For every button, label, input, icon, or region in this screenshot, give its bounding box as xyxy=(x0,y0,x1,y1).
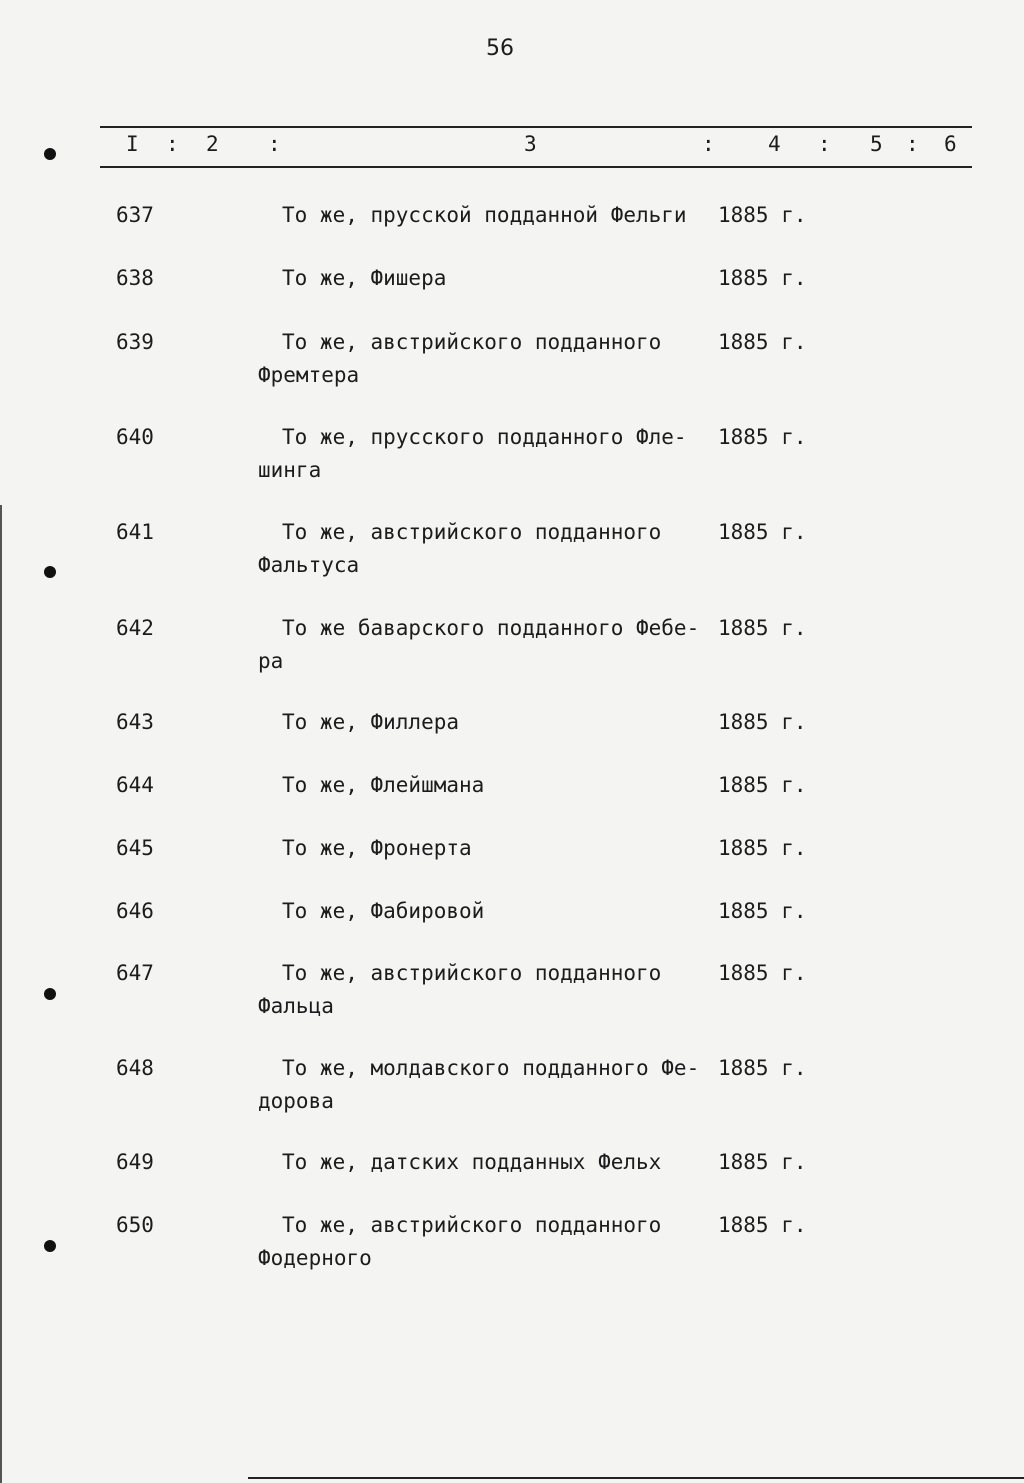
punch-hole-mark xyxy=(44,148,56,160)
column-separator: : xyxy=(818,132,831,156)
punch-hole-mark xyxy=(44,566,56,578)
entry-description: То же, австрийского подданного Фальца xyxy=(258,961,662,1018)
entry-number: 640 xyxy=(116,425,154,449)
entry-number: 650 xyxy=(116,1213,154,1237)
entry-number: 637 xyxy=(116,203,154,227)
entry-description: То же, Фишера xyxy=(282,266,447,290)
entry-description: То же, прусского подданного Фле- шинга xyxy=(258,425,687,482)
entry-description: То же баварского подданного Фебе- ра xyxy=(258,616,700,673)
entry-description: То же, Филлера xyxy=(282,710,460,734)
entry-number: 646 xyxy=(116,899,154,923)
entry-year: 1885 г. xyxy=(718,899,807,923)
entry-year: 1885 г. xyxy=(718,836,807,860)
entry-year: 1885 г. xyxy=(718,203,807,227)
entry-number: 642 xyxy=(116,616,154,640)
entry-description: То же, австрийского подданного Фодерного xyxy=(258,1213,662,1270)
entry-number: 639 xyxy=(116,330,154,354)
entry-description: То же, Фронерта xyxy=(282,836,472,860)
entry-year: 1885 г. xyxy=(718,961,807,985)
column-4-header: 4 xyxy=(768,132,781,156)
entry-year: 1885 г. xyxy=(718,710,807,734)
entry-description: То же, молдавского подданного Фе- дорова xyxy=(258,1056,700,1113)
entry-description: То же, австрийского подданного Фальтуса xyxy=(258,520,662,577)
entry-number: 644 xyxy=(116,773,154,797)
column-2-header: 2 xyxy=(206,132,219,156)
entry-year: 1885 г. xyxy=(718,266,807,290)
column-separator: : xyxy=(906,132,919,156)
entry-year: 1885 г. xyxy=(718,425,807,449)
entry-description: То же, датских подданных Фельх xyxy=(282,1150,662,1174)
entry-number: 641 xyxy=(116,520,154,544)
entry-description: То же, австрийского подданного Фремтера xyxy=(258,330,662,387)
entry-year: 1885 г. xyxy=(718,773,807,797)
entry-year: 1885 г. xyxy=(718,1056,807,1080)
entry-number: 647 xyxy=(116,961,154,985)
entry-year: 1885 г. xyxy=(718,1150,807,1174)
entry-year: 1885 г. xyxy=(718,520,807,544)
column-3-header: 3 xyxy=(524,132,537,156)
entry-number: 648 xyxy=(116,1056,154,1080)
entry-description: То же, Флейшмана xyxy=(282,773,485,797)
column-separator: : xyxy=(166,132,179,156)
scan-edge-line xyxy=(0,505,2,1483)
column-separator: : xyxy=(702,132,715,156)
scan-edge-line xyxy=(248,1477,1024,1479)
entry-description: То же, прусской подданной Фельги xyxy=(282,203,687,227)
entry-year: 1885 г. xyxy=(718,616,807,640)
column-header-row xyxy=(100,132,972,160)
punch-hole-mark xyxy=(44,1240,56,1252)
column-separator: : xyxy=(268,132,281,156)
column-5-header: 5 xyxy=(870,132,883,156)
entry-number: 643 xyxy=(116,710,154,734)
header-top-rule xyxy=(100,126,972,128)
column-1-header: I xyxy=(126,132,139,156)
page-number: 56 xyxy=(486,36,514,61)
punch-hole-mark xyxy=(44,988,56,1000)
entry-number: 645 xyxy=(116,836,154,860)
header-bottom-rule xyxy=(100,166,972,168)
entry-description: То же, Фабировой xyxy=(282,899,485,923)
entry-year: 1885 г. xyxy=(718,1213,807,1237)
entry-number: 649 xyxy=(116,1150,154,1174)
entry-year: 1885 г. xyxy=(718,330,807,354)
column-6-header: 6 xyxy=(944,132,957,156)
entry-number: 638 xyxy=(116,266,154,290)
